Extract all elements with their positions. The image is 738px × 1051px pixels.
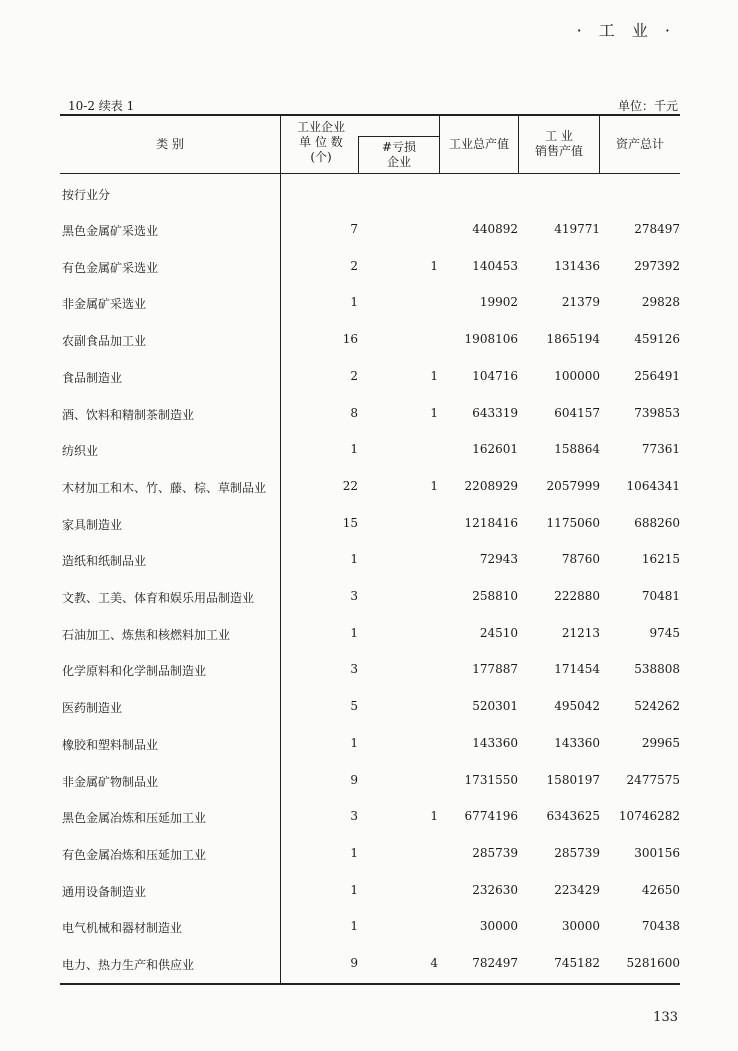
row-units: 1 xyxy=(350,625,358,640)
table-title: 10-2 续表 1 xyxy=(68,99,135,113)
row-units: 2 xyxy=(350,258,358,273)
header-enterprises-line1: 工业企业 xyxy=(296,120,345,134)
row-output: 1731550 xyxy=(464,772,518,787)
table-row xyxy=(0,956,738,976)
row-output: 643319 xyxy=(472,405,518,420)
row-output: 285739 xyxy=(472,845,518,860)
row-output: 24510 xyxy=(479,625,518,640)
row-sales: 100000 xyxy=(554,368,600,383)
row-assets: 297392 xyxy=(634,258,680,273)
row-name: 木材加工和木、竹、藤、棕、草制品业 xyxy=(62,480,267,495)
row-loss-count: 1 xyxy=(430,809,438,824)
row-output: 6774196 xyxy=(464,809,518,824)
row-name: 食品制造业 xyxy=(62,370,123,385)
table-row xyxy=(0,259,738,279)
row-sales: 21213 xyxy=(561,625,600,640)
row-sales: 158864 xyxy=(554,442,600,457)
row-output: 232630 xyxy=(472,882,518,897)
header-enterprises-line3: (个) xyxy=(310,150,332,164)
row-output: 258810 xyxy=(472,589,518,603)
row-assets: 16215 xyxy=(641,552,680,567)
header-sales-line1: 工 业 xyxy=(545,129,573,143)
table-row xyxy=(0,699,738,719)
row-name: 黑色金属矿采选业 xyxy=(62,224,159,238)
table-row xyxy=(0,222,738,242)
table-row xyxy=(0,626,738,646)
top-rule xyxy=(60,114,680,116)
row-sales: 1175060 xyxy=(546,515,600,530)
table-row xyxy=(0,552,738,572)
row-name: 非金属矿采选业 xyxy=(62,297,147,312)
row-name: 电力、热力生产和供应业 xyxy=(62,958,195,972)
row-units: 3 xyxy=(350,809,358,824)
header-enterprises-line2: 单 位 数 xyxy=(299,135,343,149)
row-name: 酒、饮料和精制茶制造业 xyxy=(62,407,195,422)
header-enterprises xyxy=(282,120,360,165)
row-name: 非金属矿物制品业 xyxy=(62,774,159,789)
row-units: 8 xyxy=(350,405,358,420)
row-assets: 2477575 xyxy=(626,772,680,787)
row-sales: 21379 xyxy=(561,295,600,310)
row-output: 177887 xyxy=(472,662,518,677)
row-assets: 29828 xyxy=(641,295,680,310)
row-assets: 459126 xyxy=(634,332,680,347)
row-units: 1 xyxy=(350,735,358,750)
row-sales: 1865194 xyxy=(546,332,600,347)
table-row xyxy=(0,736,738,756)
row-sales: 2057999 xyxy=(546,478,600,493)
row-units: 7 xyxy=(350,222,358,236)
row-units: 3 xyxy=(350,662,358,677)
table-row xyxy=(0,369,738,389)
row-units: 9 xyxy=(350,956,358,970)
row-output: 30000 xyxy=(479,919,518,934)
table-row xyxy=(0,406,738,426)
row-assets: 9745 xyxy=(649,625,680,640)
header-loss-line1: #亏损 xyxy=(381,140,417,154)
row-units: 1 xyxy=(350,845,358,860)
table-row xyxy=(0,773,738,793)
row-sales: 131436 xyxy=(554,258,600,273)
header-sales-line2: 销售产值 xyxy=(534,144,583,158)
row-output: 782497 xyxy=(472,956,518,970)
loss-header-rule xyxy=(358,136,440,137)
row-sales: 143360 xyxy=(554,735,600,750)
row-sales: 745182 xyxy=(554,956,600,970)
row-sales: 78760 xyxy=(561,552,600,567)
header-sales xyxy=(519,129,599,159)
row-units: 5 xyxy=(350,699,358,714)
header-assets: 资产总计 xyxy=(615,137,664,151)
row-output: 2208929 xyxy=(464,478,518,493)
row-name: 造纸和纸制品业 xyxy=(62,554,147,569)
header-bottom-rule xyxy=(60,173,680,174)
row-units: 3 xyxy=(350,589,358,603)
row-sales: 171454 xyxy=(554,662,600,677)
row-units: 16 xyxy=(342,332,358,347)
row-assets: 256491 xyxy=(634,368,680,383)
row-name: 有色金属冶炼和压延加工业 xyxy=(62,847,207,862)
row-loss-count: 1 xyxy=(430,405,438,420)
header-loss xyxy=(360,140,438,170)
row-sales: 285739 xyxy=(554,845,600,860)
row-units: 1 xyxy=(350,442,358,457)
row-sales: 6343625 xyxy=(546,809,600,824)
row-assets: 70481 xyxy=(641,589,680,603)
table-row xyxy=(0,295,738,315)
table-row xyxy=(0,442,738,462)
row-output: 19902 xyxy=(479,295,518,310)
row-loss-count: 1 xyxy=(430,258,438,273)
row-name: 农副食品加工业 xyxy=(62,334,147,349)
row-assets: 10746282 xyxy=(618,809,680,824)
row-assets: 77361 xyxy=(641,442,680,457)
row-units: 22 xyxy=(342,478,358,493)
row-loss-count: 1 xyxy=(430,368,438,383)
row-assets: 1064341 xyxy=(626,478,680,493)
group-label: 按行业分 xyxy=(62,188,111,202)
row-assets: 538808 xyxy=(634,662,680,677)
row-name: 通用设备制造业 xyxy=(62,884,147,899)
row-assets: 300156 xyxy=(634,845,680,860)
row-assets: 70438 xyxy=(641,919,680,934)
unit-label: 单位：千元 xyxy=(617,99,678,113)
row-name: 纺织业 xyxy=(62,444,99,459)
row-loss-count: 1 xyxy=(430,478,438,493)
row-name: 电气机械和器材制造业 xyxy=(62,921,183,936)
row-name: 黑色金属冶炼和压延加工业 xyxy=(62,811,207,826)
row-name: 医药制造业 xyxy=(62,701,123,716)
table-row xyxy=(0,516,738,536)
table-row xyxy=(0,589,738,609)
table-row xyxy=(0,846,738,866)
row-sales: 604157 xyxy=(554,405,600,420)
row-units: 1 xyxy=(350,882,358,897)
row-assets: 688260 xyxy=(634,515,680,530)
row-assets: 278497 xyxy=(634,222,680,236)
row-assets: 524262 xyxy=(634,699,680,714)
row-loss-count: 4 xyxy=(430,956,438,970)
row-sales: 223429 xyxy=(554,882,600,897)
row-assets: 5281600 xyxy=(626,956,680,970)
row-assets: 29965 xyxy=(641,735,680,750)
row-output: 162601 xyxy=(472,442,518,457)
row-units: 9 xyxy=(350,772,358,787)
row-assets: 739853 xyxy=(634,405,680,420)
header-category: 类 别 xyxy=(156,137,184,151)
table-row xyxy=(0,662,738,682)
row-name: 有色金属矿采选业 xyxy=(62,260,159,275)
table-row xyxy=(0,479,738,499)
row-name: 文教、工美、体育和娱乐用品制造业 xyxy=(62,591,255,605)
row-name: 橡胶和塑料制品业 xyxy=(62,737,159,752)
table-row xyxy=(0,809,738,829)
row-sales: 495042 xyxy=(554,699,600,714)
header-output: 工业总产值 xyxy=(448,137,509,151)
row-output: 440892 xyxy=(472,222,518,236)
row-units: 15 xyxy=(342,515,358,530)
row-output: 520301 xyxy=(472,699,518,714)
row-name: 化学原料和化学制品制造业 xyxy=(62,664,207,679)
row-sales: 30000 xyxy=(561,919,600,934)
row-output: 140453 xyxy=(472,258,518,273)
running-header: · 工 业 · xyxy=(576,21,676,40)
row-assets: 42650 xyxy=(641,882,680,897)
row-name: 石油加工、炼焦和核燃料加工业 xyxy=(62,627,231,642)
row-units: 2 xyxy=(350,368,358,383)
row-output: 1218416 xyxy=(464,515,518,530)
row-units: 1 xyxy=(350,919,358,934)
row-name: 家具制造业 xyxy=(62,517,123,532)
table-row xyxy=(0,332,738,352)
header-loss-line2: 企业 xyxy=(386,155,411,169)
row-output: 72943 xyxy=(479,552,518,567)
table-row xyxy=(0,883,738,903)
row-units: 1 xyxy=(350,552,358,567)
bottom-rule xyxy=(60,983,680,985)
row-output: 1908106 xyxy=(464,332,518,347)
row-output: 104716 xyxy=(472,368,518,383)
row-sales: 419771 xyxy=(554,222,600,236)
table-row xyxy=(0,919,738,939)
row-sales: 222880 xyxy=(554,589,600,603)
page-number: 133 xyxy=(653,1010,678,1025)
row-output: 143360 xyxy=(472,735,518,750)
row-sales: 1580197 xyxy=(546,772,600,787)
row-units: 1 xyxy=(350,295,358,310)
